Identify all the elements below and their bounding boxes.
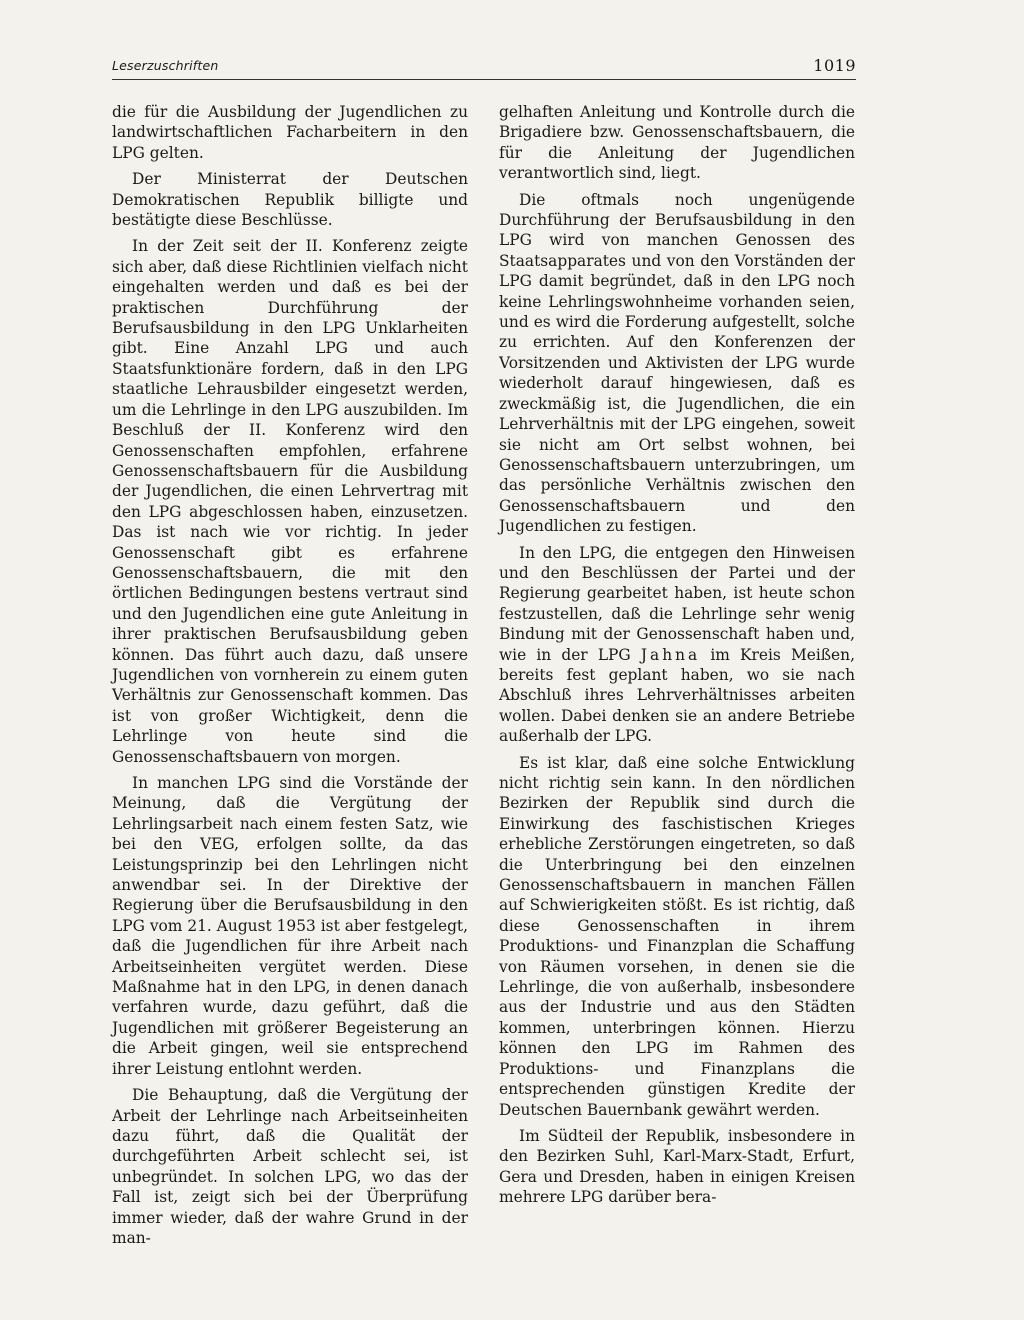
header-rule xyxy=(112,79,856,80)
paragraph: Es ist klar, daß eine solche Entwicklung nicht richtig sein kann. In den nördlichen Bezirken der Republik sind durch die Einwirkung des faschistischen Krieges erhebliche Zerstörungen eingetreten, so daß die Unterbringung bei den einzelnen Genossenschaftsbauern in manchen Fällen auf Schwierigkeiten stößt. Es ist richtig, daß diese Genossenschaften in ihrem Produktions- und Finanzplan die Schaffung von Räumen vorsehen, in denen sie die Lehrlinge, die von außerhalb, insbesondere aus der Industrie und aus den Städten kommen, unterbringen können. Hierzu können den LPG im Rahmen des Produktions- und Finanzplans die entsprechenden günstigen Kredite der Deutschen Bauernbank gewährt werden. xyxy=(499,753,855,1119)
paragraph: die für die Ausbildung der Jugendlichen zu landwirtschaftlichen Facharbeitern in den LPG gelten. xyxy=(112,103,468,162)
paragraph xyxy=(499,543,855,747)
right-column xyxy=(499,102,855,1208)
paragraph: Die Behauptung, daß die Vergütung der Arbeit der Lehrlinge nach Arbeitseinheiten dazu führt, daß die Qualität der durchgeführten Arbeit schlecht sei, ist unbegründet. In solchen LPG, wo das der Fall ist, zeigt sich bei der Überprüfung immer wieder, daß der wahre Grund in der man- xyxy=(112,1086,468,1247)
paragraph: Die oftmals noch ungenügende Durchführung der Berufsausbildung in den LPG wird von manchen Genossen des Staatsapparates und von den Vorständen der LPG damit begründet, daß in den LPG noch keine Lehrlingswohnheime vorhanden seien, und es wird die Forderung aufgestellt, solche zu errichten. Auf den Konferenzen der Vorsitzenden und Aktivisten der LPG wurde wiederholt darauf hingewiesen, daß es zweckmäßig ist, die Jugendlichen, die ein Lehrverhältnis mit der LPG eingehen, soweit sie nicht am Ort selbst wohnen, bei Genossenschaftsbauern unterzubringen, um das persönliche Verhältnis zwischen den Genossenschaftsbauern und den Jugendlichen zu festigen. xyxy=(499,190,855,536)
paragraph-text: In den LPG, die entgegen den Hinweisen und den Beschlüssen der Partei und der Regierung gearbeitet haben, ist heute schon festzustellen, daß die Lehrlinge sehr wenig Bindung mit der Genossenschaft haben und, wie in der LPG xyxy=(499,543,855,664)
paragraph: Im Südteil der Republik, insbesondere in den Bezirken Suhl, Karl-Marx-Stadt, Erfurt, Gera und Dresden, haben in einigen Kreisen mehrere LPG darüber bera- xyxy=(499,1126,855,1207)
paragraph: gelhaften Anleitung und Kontrolle durch die Brigadiere bzw. Genossenschaftsbauern, die für die Anleitung der Jugendlichen verantwortlich sind, liegt. xyxy=(499,103,855,183)
paragraph-text: im Kreis Meißen, bereits fest geplant haben, wo sie nach Abschluß ihres Lehrverhältnisses arbeiten wollen. Dabei denken sie an andere Betriebe außerhalb der LPG. xyxy=(499,645,855,746)
page-number: 1019 xyxy=(813,56,856,75)
paragraph: In manchen LPG sind die Vorstände der Meinung, daß die Vergütung der Lehrlingsarbeit nach einem festen Satz, wie bei den VEG, erfolgen sollte, da das Leistungsprinzip bei den Lehrlingen nicht anwendbar sei. In der Direktive der Regierung über die Berufsausbildung in den LPG vom 21. August 1953 ist aber festgelegt, daß die Jugendlichen für ihre Arbeit nach Arbeitseinheiten vergütet werden. Diese Maßnahme hat in den LPG, in denen danach verfahren wurde, dazu geführt, daß die Jugendlichen mit größerer Begeisterung an die Arbeit gingen, weil sie entsprechend ihrer Leistung entlohnt werden. xyxy=(112,774,468,1078)
paragraph: Der Ministerrat der Deutschen Demokratischen Republik billigte und bestätigte diese Beschlüsse. xyxy=(112,170,468,230)
left-column xyxy=(112,102,468,1248)
paragraph: In der Zeit seit der II. Konferenz zeigte sich aber, daß diese Richtlinien vielfach nicht eingehalten werden und daß es bei der praktischen Durchführung der Berufsausbildung in den LPG Unklarheiten gibt. Eine Anzahl LPG und auch Staatsfunktionäre fordern, daß in den LPG staatliche Lehrausbilder eingesetzt werden, um die Lehrlinge in den LPG auszubilden. Im Beschluß der II. Konferenz wird den Genossenschaften empfohlen, erfahrene Genossenschaftsbauern für die Ausbildung der Jugendlichen, die einen Lehrvertrag mit den LPG abgeschlossen haben, einzusetzen. Das ist nach wie vor richtig. In jeder Genossenschaft gibt es erfahrene Genossenschaftsbauern, die mit den örtlichen Bedingungen bestens vertraut sind und den Jugendlichen eine gute Anleitung in ihrer praktischen Berufsausbildung geben können. Das führt auch dazu, daß unsere Jugendlichen von vornherein zu einem guten Verhältnis zur Genossenschaft kommen. Das ist von großer Wichtigkeit, denn die Lehrlinge von heute sind die Genossenschaftsbauern von morgen. xyxy=(112,237,468,766)
lpg-name-spaced: Jahna xyxy=(640,645,701,664)
section-title: Leserzuschriften xyxy=(112,58,219,73)
running-header xyxy=(112,56,856,80)
